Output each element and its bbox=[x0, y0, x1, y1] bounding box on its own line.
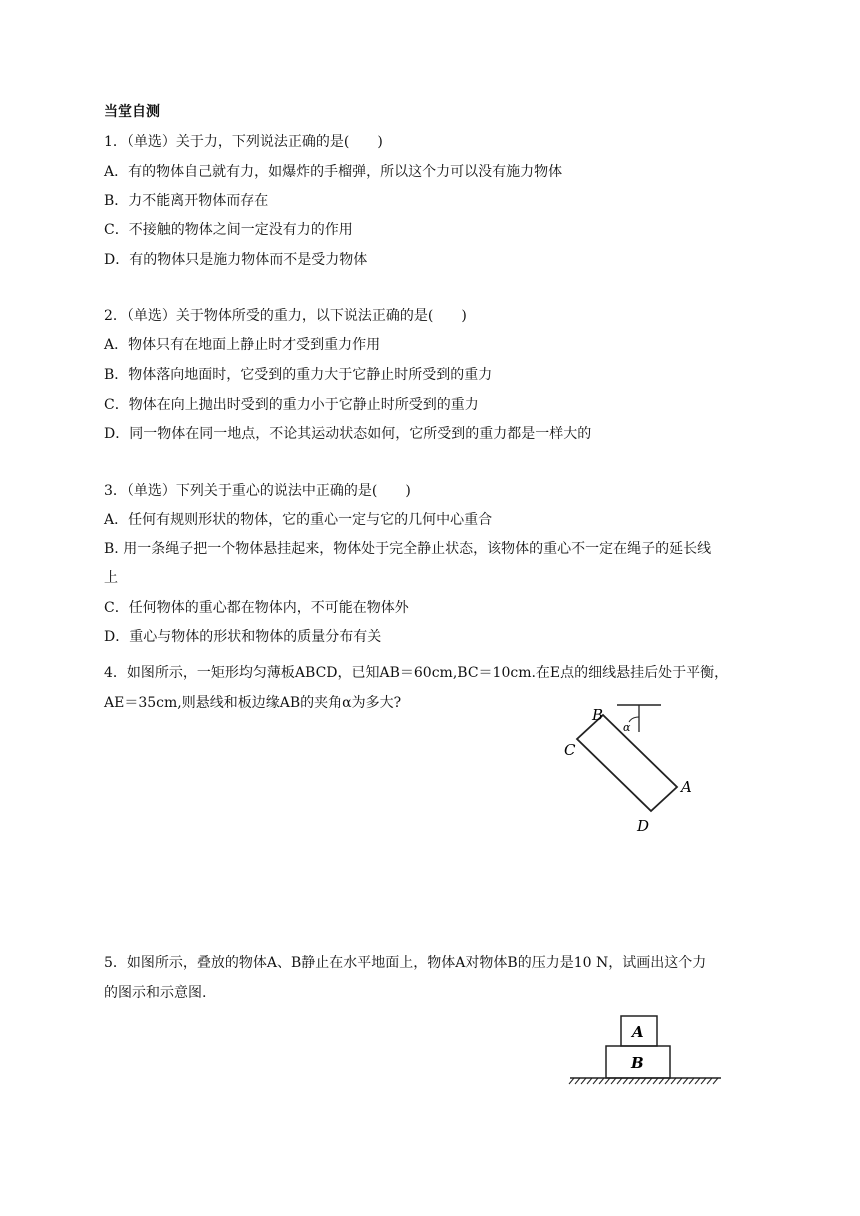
question-2-stem: 2．（单选）关于物体所受的重力，以下说法正确的是( ) bbox=[104, 308, 467, 324]
stacked-blocks-figure bbox=[565, 1012, 730, 1092]
question-1-option-a: A．有的物体自己就有力，如爆炸的手榴弹，所以这个力可以没有施力物体 bbox=[104, 164, 563, 180]
question-3-stem: 3．（单选）下列关于重心的说法中正确的是( ) bbox=[104, 483, 411, 499]
question-3-option-a: A．任何有规则形状的物体，它的重心一定与它的几何中心重合 bbox=[104, 512, 493, 528]
question-4-line-2: AE＝35cm,则悬线和板边缘AB的夹角α为多大? bbox=[104, 695, 402, 711]
ground-hatching bbox=[569, 1078, 718, 1084]
angle-alpha-label: α bbox=[623, 721, 631, 734]
angle-arc bbox=[629, 717, 639, 722]
question-1-option-d: D．有的物体只是施力物体而不是受力物体 bbox=[104, 252, 368, 268]
vertex-a-label: A bbox=[681, 778, 692, 796]
question-1-stem: 1．（单选）关于力，下列说法正确的是( ) bbox=[104, 134, 383, 150]
question-5-line-2: 的图示和示意图. bbox=[104, 985, 207, 1001]
question-2-option-a: A．物体只有在地面上静止时才受到重力作用 bbox=[104, 337, 381, 353]
question-1-option-b: B．力不能离开物体而存在 bbox=[104, 193, 269, 209]
block-b-label: B bbox=[631, 1054, 644, 1072]
vertex-d-label: D bbox=[637, 817, 650, 835]
vertex-b-label: B bbox=[592, 706, 604, 724]
question-2-option-b: B．物体落向地面时，它受到的重力大于它静止时所受到的重力 bbox=[104, 367, 493, 383]
question-2-option-c: C．物体在向上抛出时受到的重力小于它静止时所受到的重力 bbox=[104, 397, 479, 413]
block-a-label: A bbox=[632, 1023, 644, 1041]
hanging-plate-figure bbox=[555, 698, 715, 838]
section-title: 当堂自测 bbox=[104, 104, 160, 120]
question-1-option-c: C．不接触的物体之间一定没有力的作用 bbox=[104, 222, 353, 238]
question-3-option-b: B. 用一条绳子把一个物体悬挂起来，物体处于完全静止状态，该物体的重心不一定在绳子的延长线 bbox=[104, 541, 712, 557]
vertex-c-label: C bbox=[564, 741, 576, 759]
question-2-option-d: D．同一物体在同一地点，不论其运动状态如何，它所受到的重力都是一样大的 bbox=[104, 426, 592, 442]
question-3-option-d: D．重心与物体的形状和物体的质量分布有关 bbox=[104, 629, 382, 645]
question-3-option-b-continued: 上 bbox=[104, 570, 118, 586]
question-4-line-1: 4．如图所示，一矩形均匀薄板ABCD，已知AB＝60cm,BC＝10cm.在E点的细线悬挂后处于平衡， bbox=[104, 665, 729, 681]
question-5-line-1: 5．如图所示，叠放的物体A、B静止在水平地面上，物体A对物体B的压力是10 N，试画出这个力 bbox=[104, 955, 707, 971]
question-3-option-c: C．任何物体的重心都在物体内，不可能在物体外 bbox=[104, 600, 409, 616]
